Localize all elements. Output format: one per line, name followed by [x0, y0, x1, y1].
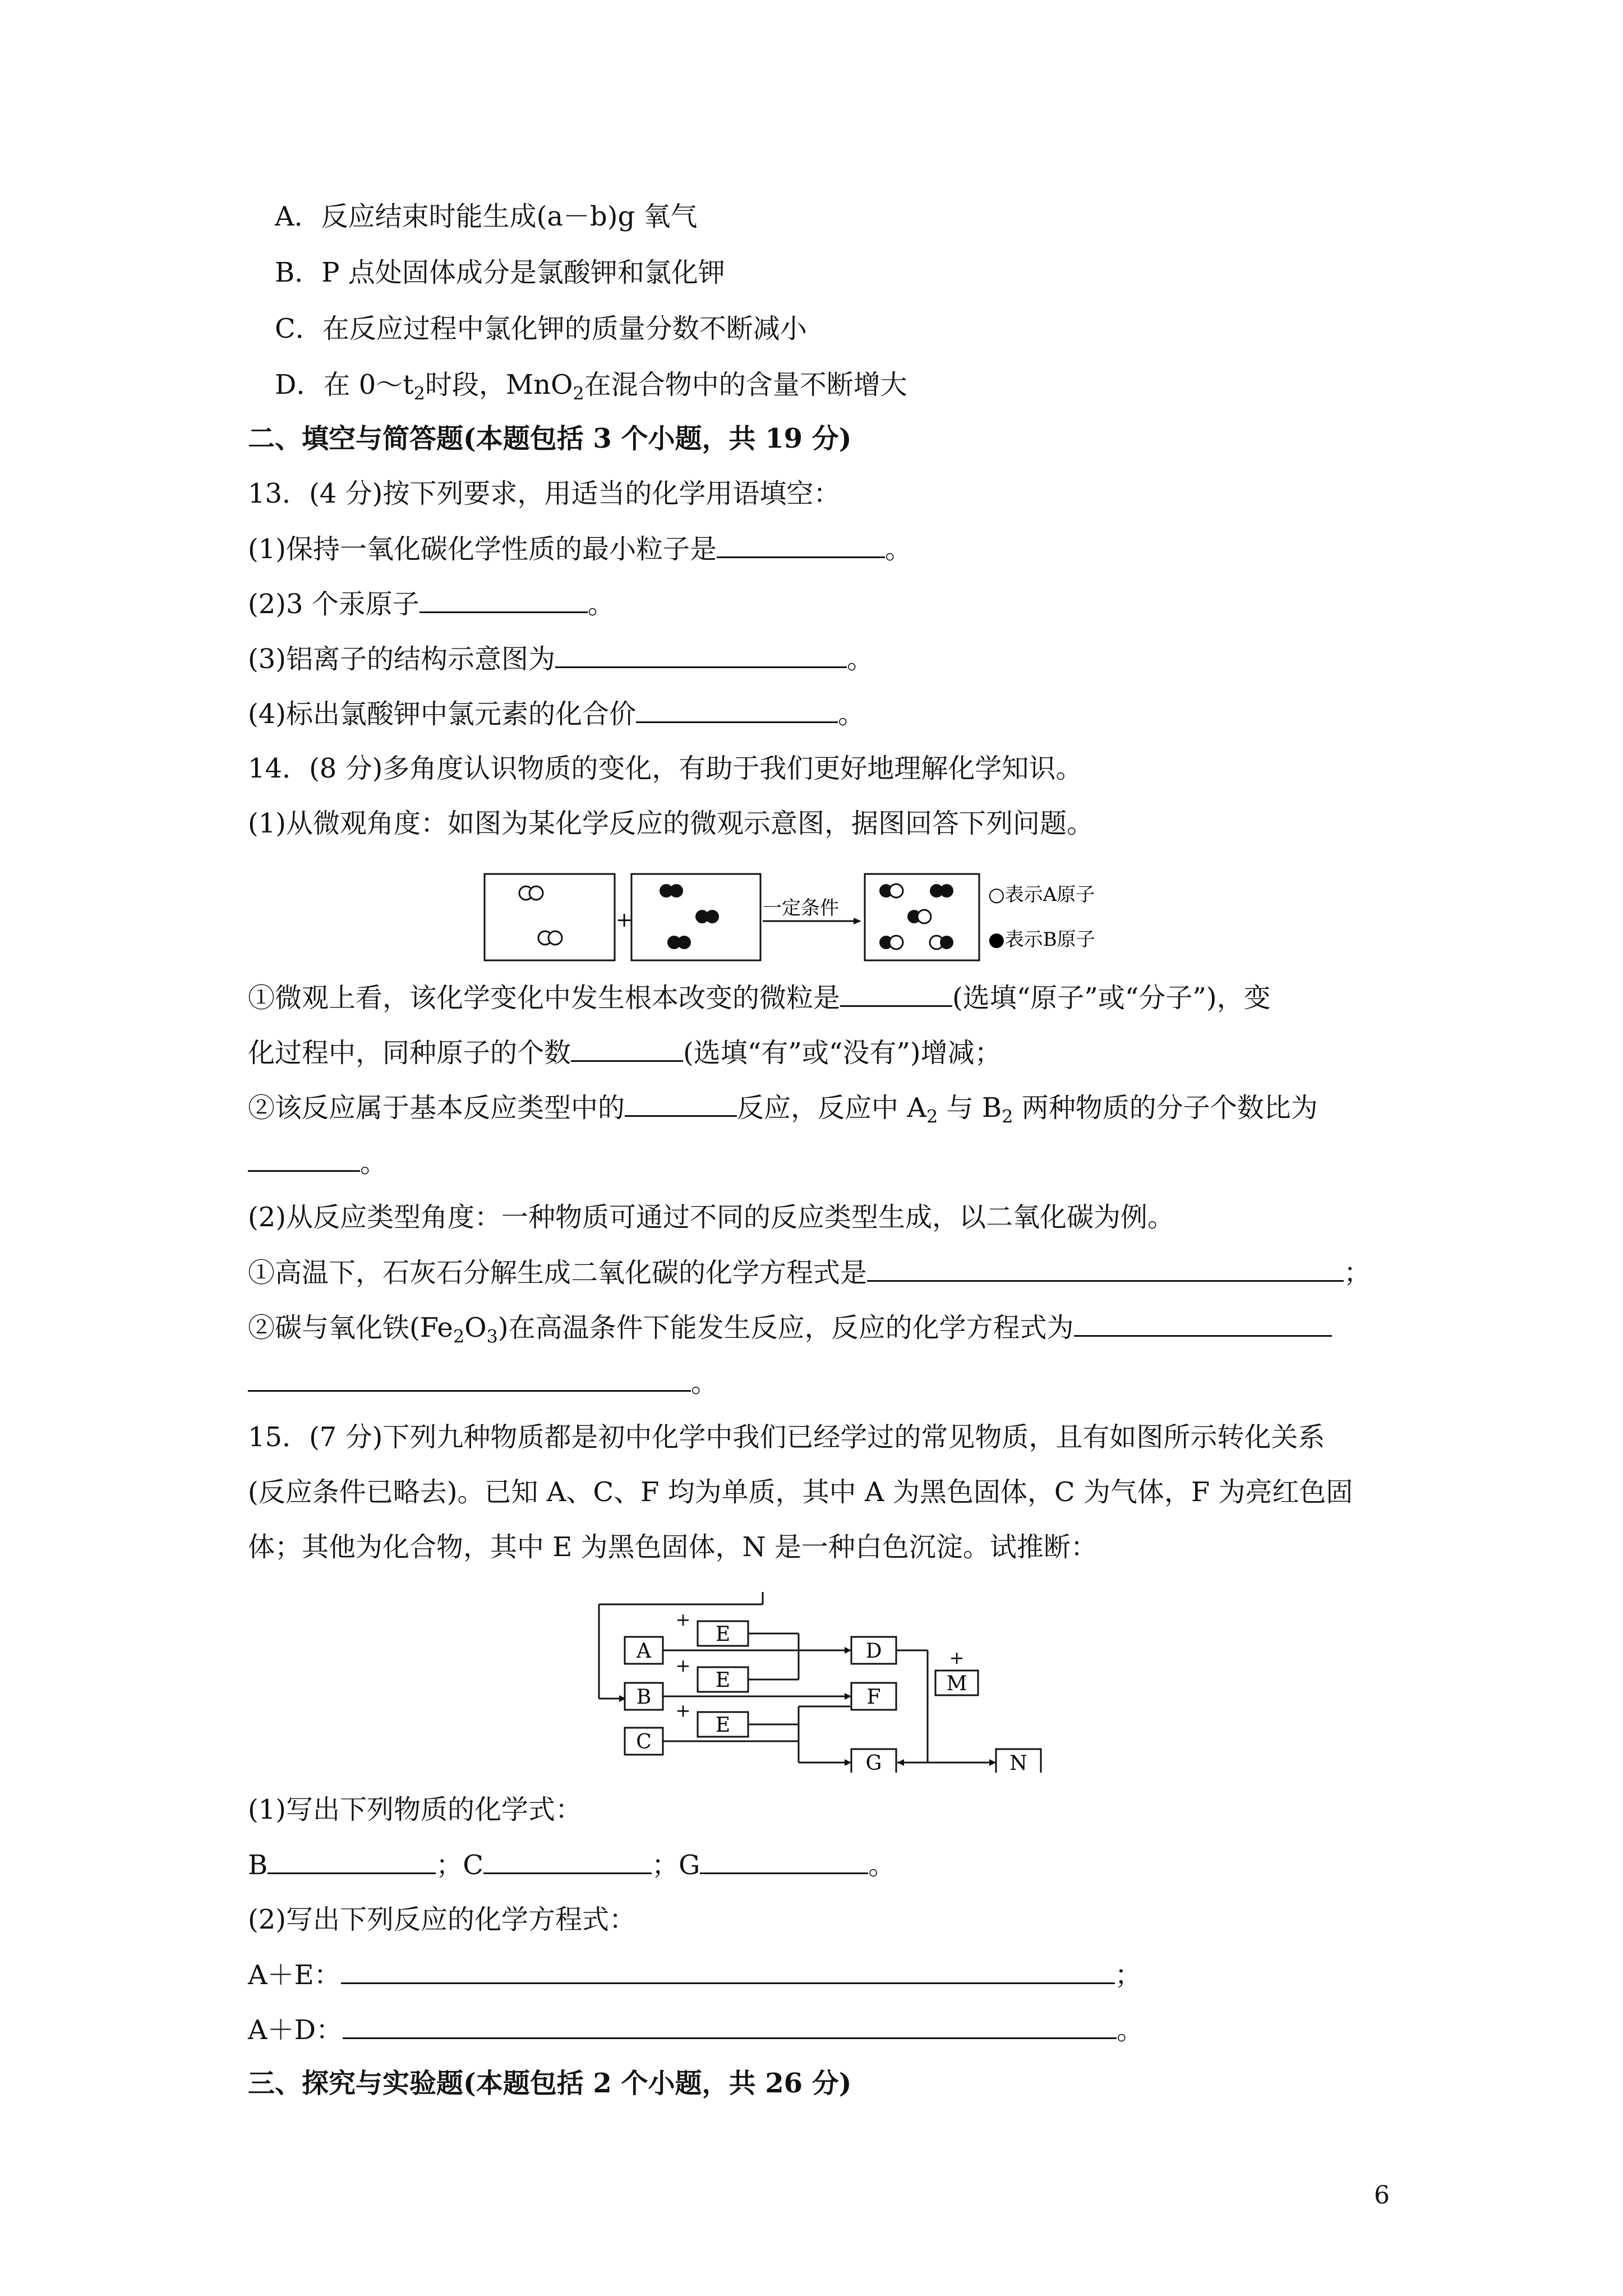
q14-sub4-line1: ②碳与氧化铁$(Fe_2O_3)$在高温条件下能发生反应，反应的化学方程式为 — [248, 1310, 1332, 1354]
node-g: G — [865, 1752, 882, 1773]
answer-blank[interactable] — [248, 1365, 691, 1392]
answer-blank[interactable] — [571, 1036, 683, 1062]
section-three-heading: 三、探究与实验题(本题包括 2 个小题，共 26 分) — [248, 2068, 852, 2099]
plus-sign: + — [616, 909, 633, 932]
q13-part2: (2)3 个汞原子 。 — [248, 587, 615, 621]
condition-label: 一定条件 — [763, 897, 839, 919]
node-n: N — [1009, 1752, 1027, 1773]
q15-stem: 15．(7 分)下列九种物质都是初中化学中我们已经学过的常见物质，且有如图所示转化关系 — [248, 1421, 1325, 1453]
q14-sub3: ①高温下，石灰石分解生成二氧化碳的化学方程式是 ； — [248, 1255, 1371, 1290]
node-e-3: E — [715, 1714, 731, 1737]
answer-blank[interactable] — [343, 2013, 1117, 2039]
answer-blank[interactable] — [419, 587, 588, 613]
answer-blank[interactable] — [717, 532, 885, 558]
answer-blank[interactable] — [840, 981, 952, 1007]
answer-blank[interactable] — [867, 1255, 1344, 1282]
legend-a-atom: ○表示A原子 — [988, 884, 1095, 906]
section-two-heading: 二、填空与简答题(本题包括 3 个小题，共 19 分) — [248, 423, 852, 454]
q14-sub4-line2: 。 — [248, 1365, 718, 1400]
q14-stem: 14．(8 分)多角度认识物质的变化，有助于我们更好地理解化学知识。 — [248, 753, 1083, 784]
q13-part1: (1)保持一氧化碳化学性质的最小粒子是 。 — [248, 532, 912, 566]
answer-blank[interactable] — [1074, 1310, 1332, 1337]
conversion-diagram — [583, 1588, 1066, 1773]
node-e-1: E — [715, 1623, 731, 1646]
answer-blank[interactable] — [268, 1848, 436, 1874]
q13-part4: (4)标出氯酸钾中氯元素的化合价 。 — [248, 697, 865, 731]
q14-sub1-line2: 化过程中，同种原子的个数 (选填“有”或“没有”)增减； — [248, 1036, 1002, 1070]
legend-b-atom: ●表示B原子 — [988, 928, 1095, 951]
option-b: B．P 点处固体成分是氯酸钾和氯化钾 — [275, 257, 725, 288]
q14-sub2-line2: 。 — [248, 1145, 387, 1180]
q14-part2: (2)从反应类型角度：一种物质可通过不同的反应类型生成，以二氧化碳为例。 — [248, 1202, 1174, 1233]
q13-part3: (3)铝离子的结构示意图为 。 — [248, 642, 874, 676]
plus-sign: + — [675, 1609, 691, 1630]
q15-eq2: A＋D： 。 — [248, 2013, 1144, 2047]
page-number: 6 — [1374, 2181, 1390, 2210]
option-a: A．反应结束时能生成(a－b)g 氧气 — [275, 201, 698, 232]
answer-blank[interactable] — [483, 1848, 652, 1874]
option-c: C．在反应过程中氯化钾的质量分数不断减小 — [275, 313, 807, 344]
answer-blank[interactable] — [248, 1145, 360, 1172]
q14-part1: (1)从微观角度：如图为某化学反应的微观示意图，据图回答下列问题。 — [248, 808, 1094, 839]
node-f: F — [866, 1686, 881, 1709]
q13-stem: 13．(4 分)按下列要求，用适当的化学用语填空： — [248, 478, 841, 509]
answer-blank[interactable] — [636, 697, 838, 723]
answer-blank[interactable] — [341, 1958, 1115, 1984]
q15-part1: (1)写出下列物质的化学式： — [248, 1794, 582, 1825]
plus-sign: + — [675, 1700, 691, 1721]
q15-line3: 体；其他为化合物，其中 E 为黑色固体，N 是一种白色沉淀。试推断： — [248, 1531, 1098, 1563]
node-e-2: E — [715, 1669, 731, 1692]
q15-part2: (2)写出下列反应的化学方程式： — [248, 1904, 636, 1935]
q14-sub2-line1: ②该反应属于基本反应类型中的 反应，反应中 $A_2$ 与 $B_2$ 两种物质的分子个数比为 — [248, 1091, 1318, 1134]
node-d: D — [865, 1640, 882, 1663]
node-c: C — [636, 1731, 652, 1754]
q15-formula-line: B ；C ；G 。 — [248, 1848, 895, 1882]
answer-blank[interactable] — [700, 1848, 868, 1874]
answer-blank[interactable] — [555, 642, 847, 668]
plus-sign: + — [949, 1647, 965, 1668]
option-d: D．在 $0\sim t_2$时段，MnO$_2$在混合物中的含量不断增大 — [275, 369, 907, 404]
q15-eq1: A＋E： ； — [248, 1958, 1142, 1992]
answer-blank[interactable] — [625, 1091, 737, 1117]
reactant-box-a2 — [485, 874, 615, 960]
q14-sub1-line1: ①微观上看，该化学变化中发生根本改变的微粒是 (选填“原子”或“分子”)，变 — [248, 981, 1271, 1015]
node-b: B — [636, 1686, 652, 1709]
plus-sign: + — [675, 1655, 691, 1676]
node-m: M — [946, 1672, 967, 1695]
node-a: A — [637, 1640, 651, 1663]
q15-line2: (反应条件已略去)。已知 A、C、F 均为单质，其中 A 为黑色固体，C 为气体，F 为亮红色固 — [248, 1476, 1353, 1508]
reaction-diagram — [477, 864, 1183, 965]
